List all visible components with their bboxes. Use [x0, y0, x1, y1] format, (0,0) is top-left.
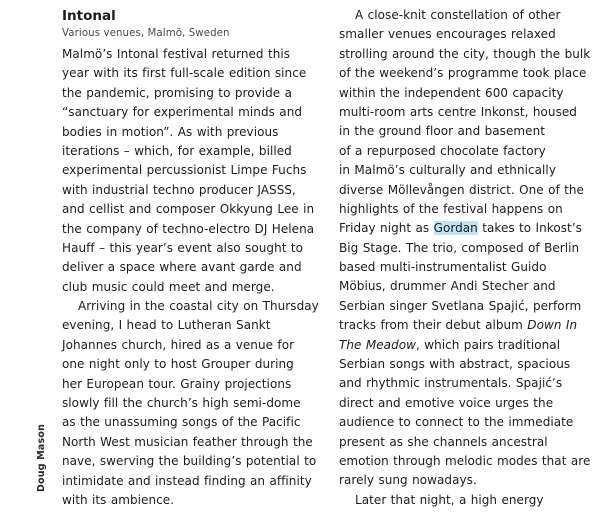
- text-line: deliver a space where avant garde and: [62, 260, 302, 275]
- text-line: present as she channels ancestral: [339, 434, 548, 449]
- text-line: nave, swerving the building’s potential to: [62, 454, 317, 469]
- text-line: iterations – which, for example, billed: [62, 143, 292, 158]
- text-line: as the unassuming songs of the Pacific: [62, 415, 301, 430]
- text-line: within the independent 600 capacity: [339, 85, 564, 100]
- text-line: slowly fill the church’s high semi-dome: [62, 396, 301, 411]
- text-line: diverse Möllevången district. One of the: [339, 182, 584, 197]
- text-line: Hauff – this year’s event also sought to: [62, 240, 303, 255]
- text-line: emotion through melodic modes that are: [339, 453, 591, 468]
- text-line: in Malmö’s culturally and ethnically: [339, 163, 556, 178]
- text-line: rarely sung nowadays.: [339, 473, 477, 488]
- text-line: intimidate and instead finding an affinity: [62, 473, 312, 488]
- text-line: year with its first full-scale edition since: [62, 66, 307, 81]
- text-line: multi-room arts centre Inkonst, housed: [339, 104, 577, 119]
- text-fragment: tracks from their debut album: [339, 318, 523, 333]
- text-line: the company of techno-electro DJ Helena: [62, 221, 315, 236]
- text-line: with industrial techno producer JASSS,: [62, 182, 296, 197]
- right-column: [339, 6, 609, 510]
- photo-credit: Doug Mason: [36, 423, 47, 492]
- text-line: one night only to host Grouper during: [62, 357, 294, 372]
- text-line: bodies in motion”. As with previous: [62, 124, 279, 139]
- text-line: “sanctuary for experimental minds and: [62, 105, 303, 120]
- text-fragment: Friday night as: [339, 221, 434, 236]
- text-line: Later that night, a high energy: [355, 492, 544, 507]
- text-line: evening, I head to Lutheran Sankt: [62, 318, 271, 333]
- text-line: Möbius, drummer Andi Stecher and: [339, 279, 556, 294]
- text-fragment: takes to Inkost’s: [477, 221, 582, 236]
- article-title: Intonal: [62, 8, 116, 24]
- text-line: the pandemic, promising to provide a: [62, 85, 293, 100]
- text-line: of the weekend’s programme took place: [339, 66, 587, 81]
- text-line: of a repurposed chocolate factory: [339, 143, 546, 158]
- album-title-part: Down In: [527, 318, 578, 333]
- text-line: club music could meet and merge.: [62, 279, 275, 294]
- text-line: Arriving in the coastal city on Thursday: [78, 299, 319, 314]
- text-line: experimental percussionist Limpe Fuchs: [62, 163, 307, 178]
- text-line: in the ground floor and basement: [339, 124, 546, 139]
- highlighted-word-gordan[interactable]: Gordan: [433, 221, 478, 236]
- text-line: based multi-instrumentalist Guido: [339, 260, 547, 275]
- text-line: A close-knit constellation of other: [355, 8, 561, 22]
- text-line: Malmö’s Intonal festival returned this: [62, 47, 291, 61]
- text-line: strolling around the city, though the bulk: [339, 46, 591, 61]
- text-line-album: [339, 316, 609, 335]
- text-line: and cellist and composer Okkyung Lee in: [62, 202, 315, 217]
- text-line: audience to connect to the immediate: [339, 415, 574, 430]
- text-line: with its ambience.: [62, 492, 175, 507]
- text-line: direct and emotive voice urges the: [339, 395, 554, 410]
- text-line: and rhythmic instrumentals. Spajić’s: [339, 376, 563, 391]
- text-line: her European tour. Grainy projections: [62, 376, 292, 391]
- text-line: North West musician feather through the: [62, 434, 313, 449]
- text-line-friday: [339, 219, 609, 238]
- text-line-album-cont: [339, 336, 609, 355]
- left-column: [62, 6, 330, 510]
- text-line: Serbian songs with abstract, spacious: [339, 357, 571, 372]
- text-line: Johannes church, hired as a venue for: [62, 337, 295, 352]
- text-line: Serbian singer Svetlana Spajić, perform: [339, 298, 582, 313]
- text-line: Big Stage. The trio, composed of Berlin: [339, 240, 580, 255]
- text-fragment: , which pairs traditional: [416, 337, 561, 352]
- album-title-part: The Meadow: [339, 337, 416, 352]
- text-line: smaller venues encourages relaxed: [339, 27, 556, 42]
- venue-line: Various venues, Malmö, Sweden: [62, 28, 230, 39]
- text-line: highlights of the festival happens on: [339, 201, 563, 216]
